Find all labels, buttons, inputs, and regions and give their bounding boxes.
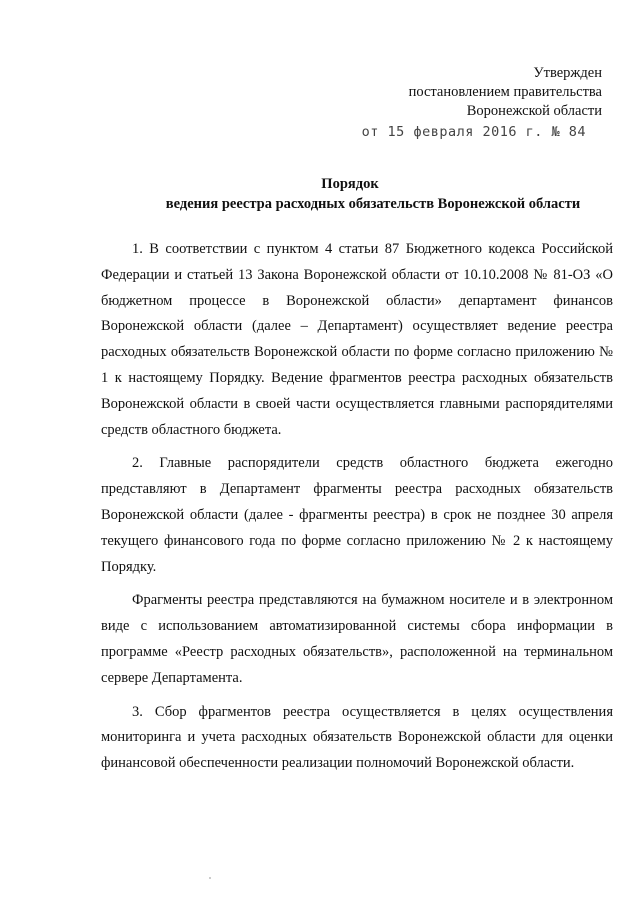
approval-block [362, 64, 602, 142]
approval-date-stamp: от 15 февраля 2016 г. № 84 [361, 124, 586, 140]
paragraph-2: 2. Главные распорядители средств областного бюджета ежегодно представляют в Департамент фрагменты реестра расходных обязательств Воронежской области (далее - фрагменты реестра) в срок не позднее 30 апреля текущего финансового года по форме согласно приложению № 2 к настоящему Порядку. [101, 455, 613, 575]
paragraph-2-continued: Фрагменты реестра представляются на бумажном носителе и в электронном виде с использованием автоматизированной системы сбора информации в программе «Реестр расходных обязательств», расположенной на терминальном сервере Департамента. [101, 592, 613, 686]
approval-line-region: Воронежской области [466, 103, 602, 119]
paragraph-3: 3. Сбор фрагментов реестра осуществляется в целях осуществления мониторинга и учета расходных обязательств Воронежской области для оценки финансовой обеспеченности реализации полномочий Воронежской области. [101, 703, 613, 772]
scan-speck [209, 877, 211, 879]
document-title [0, 174, 640, 214]
document-body [101, 237, 613, 777]
title-line-procedure: Порядок [321, 176, 379, 192]
approval-line-resolution: постановлением правительства [408, 84, 602, 100]
approval-line-approved: Утвержден [533, 65, 602, 81]
title-line-subject: ведения реестра расходных обязательств Воронежской области [165, 196, 581, 212]
paragraph-1: 1. В соответствии с пунктом 4 статьи 87 Бюджетного кодекса Российской Федерации и статьей 13 Закона Воронежской области от 10.10.2008 № 81-ОЗ «О бюджетном процессе в Воронежской области» департамент финансов Воронежской области (далее – Департамент) осуществляет ведение реестра расходных обязательств Воронежской области по форме согласно приложению № 1 к настоящему Порядку. Ведение фрагментов реестра расходных обязательств Воронежской области в своей части осуществляется главными распорядителями средств областного бюджета. [101, 241, 613, 438]
